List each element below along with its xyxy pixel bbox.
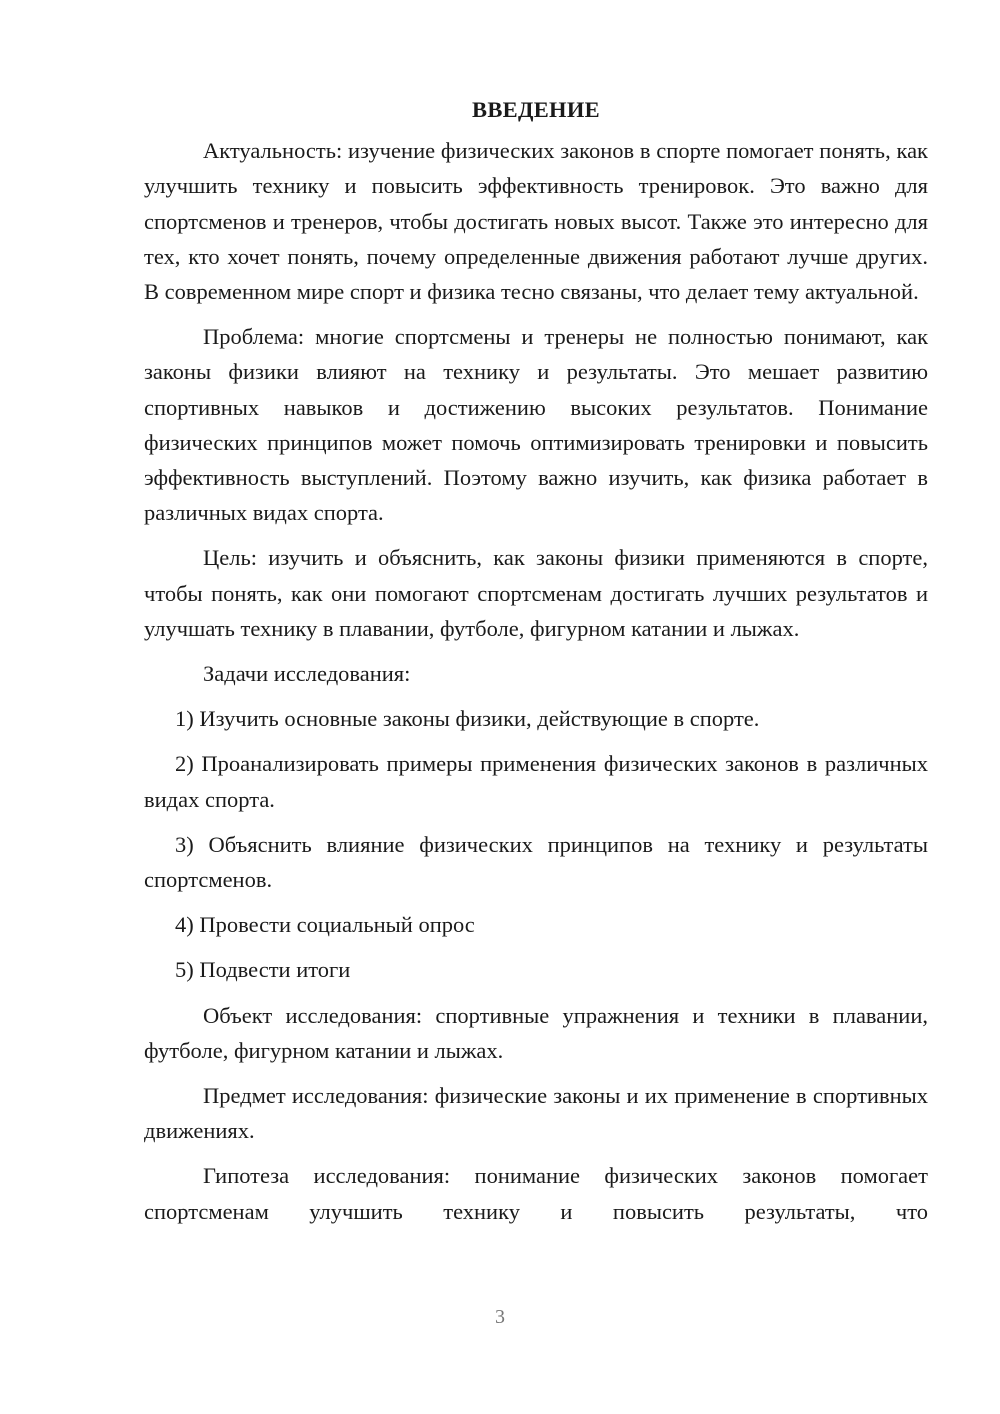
paragraph-hypothesis: Гипотеза исследования: понимание физических законов помогает спортсменам улучшить технику и повысить результаты, что (144, 1163, 928, 1224)
task-item-3: 3) Объяснить влияние физических принципов на технику и результаты спортсменов. (144, 831, 928, 893)
task-item-4: 4) Провести социальный опрос (175, 912, 475, 938)
task-item-2: 2) Проанализировать примеры применения физических законов в различных видах спорта. (144, 751, 928, 812)
task-item-5: 5) Подвести итоги (175, 957, 351, 983)
paragraph-subject: Предмет исследования: физические законы и их применение в спортивных движениях. (144, 1083, 928, 1144)
page-number: 3 (495, 1306, 505, 1328)
paragraph-object: Объект исследования: спортивные упражнения и техники в плавании, футболе, фигурном катании и лыжах. (144, 1002, 928, 1063)
section-title: ВВЕДЕНИЕ (472, 97, 600, 122)
tasks-heading: Задачи исследования: (203, 661, 411, 687)
task-item-1: 1) Изучить основные законы физики, действующие в спорте. (175, 706, 760, 732)
paragraph-goal: Цель: изучить и объяснить, как законы физики применяются в спорте, чтобы понять, как они помогают спортсменам достигать лучших результатов и улучшать технику в плавании, футболе, фигурном катании и лыжах. (144, 545, 928, 641)
paragraph-relevance: Актуальность: изучение физических законов в спорте помогает понять, как улучшить технику и повысить эффективность тренировок. Это важно для спортсменов и тренеров, чтобы достигать новых высот. Также это интересно для тех, кто хочет понять, почему определенные движения работают лучше других. В современном мире спорт и физика тесно связаны, что делает тему актуальной. (144, 138, 928, 305)
document-page (144, 92, 928, 1239)
paragraph-problem: Проблема: многие спортсмены и тренеры не полностью понимают, как законы физики влияют на технику и результаты. Это мешает развитию спортивных навыков и достижению высоких результатов. Понимание физических принципов может помочь оптимизировать тренировки и повысить эффективность выступлений. Поэтому важно изучить, как физика работает в различных видах спорта. (144, 324, 928, 526)
